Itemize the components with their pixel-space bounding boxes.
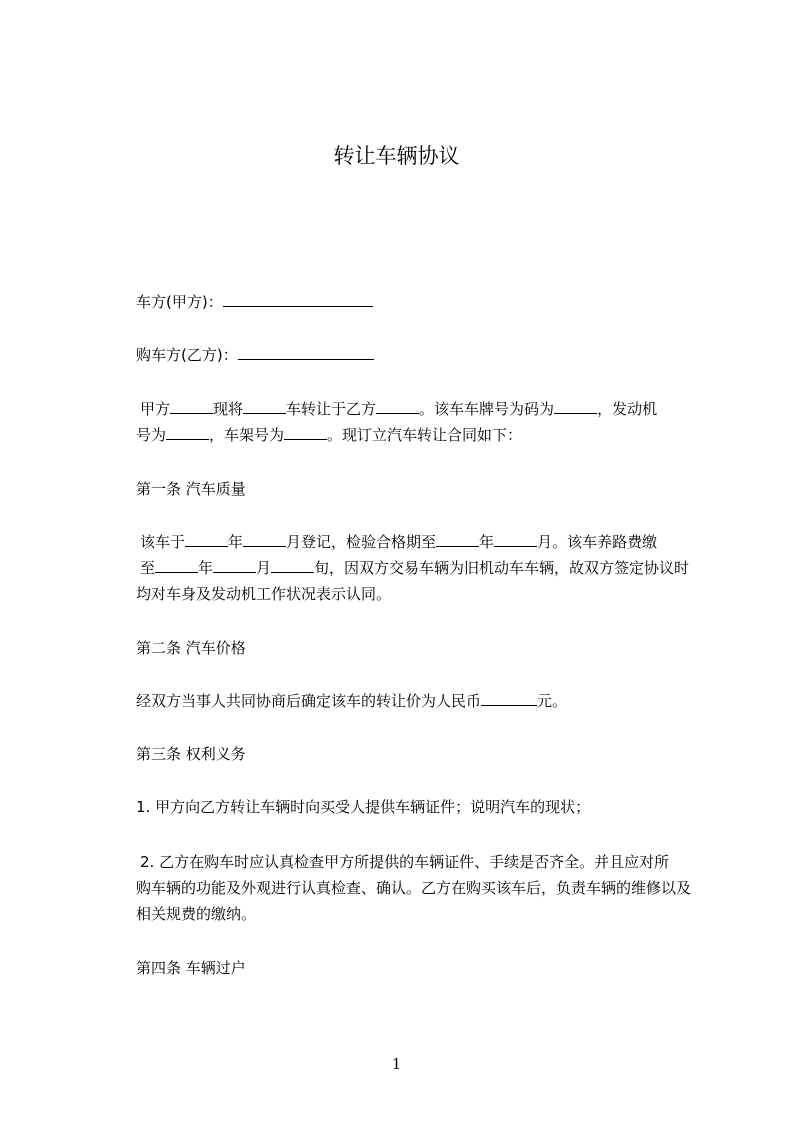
blank: [284, 425, 327, 440]
intro-text: 车转让于乙方: [286, 400, 377, 418]
page-number: 1: [391, 1055, 402, 1073]
blank: [494, 532, 537, 547]
seller-line: [136, 292, 373, 312]
article-4-heading: 第四条 车辆过户: [136, 959, 246, 977]
blank: [436, 532, 479, 547]
art1-text: 月: [256, 559, 272, 577]
blank: [554, 399, 597, 414]
price-blank: [481, 691, 537, 706]
buyer-line: [136, 345, 374, 365]
article-3-item-1: 1. 甲方向乙方转让车辆时向买受人提供车辆证件；说明汽车的现状；: [136, 798, 591, 816]
article-3-heading: 第三条 权利义务: [136, 745, 246, 763]
seller-label: 车方(甲方)：: [136, 293, 223, 311]
art1-text: 月登记，检验合格期至: [286, 533, 437, 551]
art1-text: 旬，因双方交易车辆为旧机动车车辆，故双方签定协议时: [314, 559, 690, 577]
intro-text: 。该车车牌号为码为: [419, 400, 555, 418]
blank: [213, 558, 256, 573]
blank: [155, 558, 198, 573]
article-1-line-3: 均对车身及发动机工作状况表示认同。: [136, 585, 392, 603]
intro-text: 。现订立汽车转让合同如下：: [327, 426, 523, 444]
article-1-line-2: [140, 558, 689, 578]
article-2-line: [136, 691, 567, 711]
buyer-blank: [238, 345, 374, 360]
intro-line-1: [140, 399, 657, 419]
intro-text: ，车架号为: [209, 426, 285, 444]
intro-text: ，发动机: [597, 400, 658, 418]
seller-blank: [223, 292, 373, 307]
article-1-heading: 第一条 汽车质量: [136, 480, 246, 498]
article-3-item-2-line-2: 购车辆的功能及外观进行认真检查、确认。乙方在购买该车后，负责车辆的维修以及: [136, 879, 692, 897]
article-1-line-1: [140, 532, 657, 552]
blank: [170, 399, 213, 414]
blank: [243, 399, 286, 414]
article-3-item-2-line-3: 相关规费的缴纳。: [136, 905, 257, 923]
art2-text: 经双方当事人共同协商后确定该车的转让价为人民币: [136, 692, 482, 710]
intro-line-2: [136, 425, 522, 445]
blank: [376, 399, 419, 414]
art1-text: 年: [198, 559, 214, 577]
buyer-label: 购车方(乙方)：: [136, 346, 238, 364]
blank: [185, 532, 228, 547]
art1-text: 年: [479, 533, 495, 551]
intro-text: 现将: [213, 400, 244, 418]
article-3-item-2-line-1: 2. 乙方在购车时应认真检查甲方所提供的车辆证件、手续是否齐全。并且应对所: [140, 853, 670, 871]
art2-text: 元。: [537, 692, 568, 710]
intro-text: 甲方: [140, 400, 171, 418]
article-2-heading: 第二条 汽车价格: [136, 639, 246, 657]
blank: [271, 558, 314, 573]
art1-text: 月。该车养路费缴: [537, 533, 658, 551]
blank: [166, 425, 209, 440]
intro-text: 号为: [136, 426, 167, 444]
art1-text: 至: [140, 559, 156, 577]
blank: [243, 532, 286, 547]
art1-text: 年: [228, 533, 244, 551]
document-title: 转让车辆协议: [333, 144, 460, 168]
art1-text: 该车于: [140, 533, 186, 551]
